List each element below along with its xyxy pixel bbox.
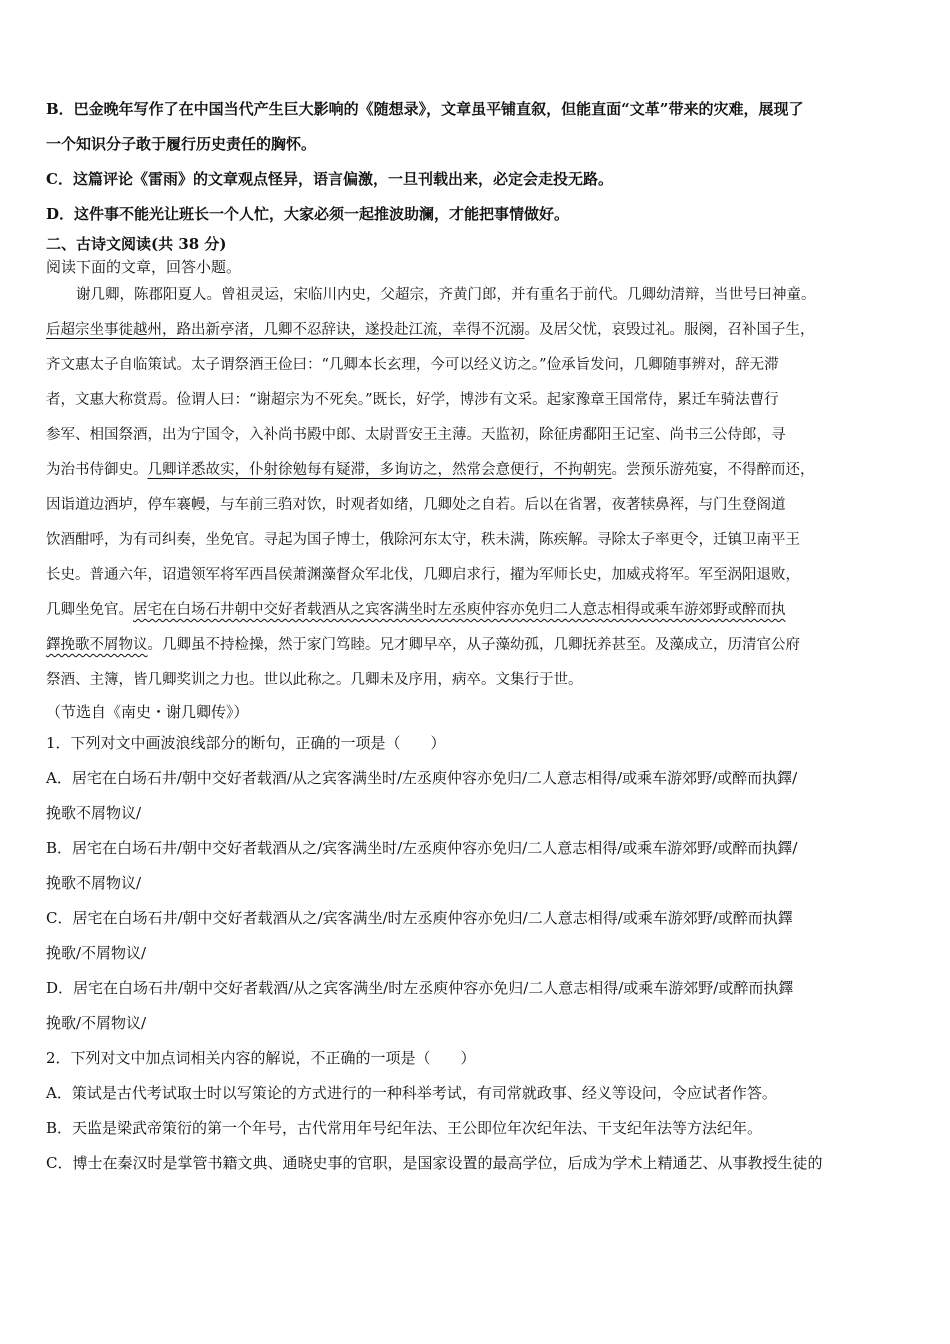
previous-question-options [46,92,910,232]
option-b-line1: B．巴金晚年写作了在中国当代产生巨大影响的《随想录》，文章虽平铺直叙，但能直面“文革”带来的灾难，展现了 [46,100,804,118]
q1-option-d-line1: D．居宅在白场石井/朝中交好者载酒/从之宾客满坐/时左丞庾仲容亦免归/二人意志相得/或乘车游郊野/或醉而执鐸 [46,979,794,997]
q1-option-a-line1: A．居宅在白场石井/朝中交好者载酒/从之宾客满坐时/左丞庾仲容亦免归/二人意志相得/或乘车游郊野/或醉而执鐸/ [46,769,798,787]
option-b-line2: 一个知识分子敢于履行历史责任的胸怀。 [46,135,317,153]
underlined-sentence-2: 几卿详悉故实，仆射徐勉每有疑滞，多询访之，然常会意便行，不拘朝宪 [147,462,612,478]
q1-option-c-line1: C．居宅在白场石井/朝中交好者载酒从之/宾客满坐/时左丞庾仲容亦免归/二人意志相得/或乘车游郊野/或醉而执鐸 [46,909,793,927]
section-title: 二、古诗文阅读(共 38 分) [46,235,227,253]
classical-passage [46,278,910,698]
question-2-stem: 2．下列对文中加点词相关内容的解说，不正确的一项是（ ） [46,1049,476,1067]
passage-line: 谢几卿，陈郡阳夏人。曾祖灵运，宋临川内史，父超宗，齐黄门郎，并有重名于前代。几卿幼清辩，当世号曰神童。 [76,287,816,303]
q1-option-b-line1: B．居宅在白场石井/朝中交好者载酒从之/宾客满坐时/左丞庾仲容亦免归/二人意志相得/或乘车游郊野/或醉而执鐸/ [46,839,798,857]
wavy-underlined-text: 鐸挽歌不屑物议 [46,637,148,653]
passage-line [46,628,910,663]
passage-line [46,313,910,348]
exam-page [46,92,910,1181]
underlined-sentence-1: 后超宗坐事徙越州，路出新亭渚，几卿不忍辞诀，遂投赴江流，幸得不沉溺 [46,322,525,338]
passage-source: （节选自《南史・谢几卿传》） [46,703,249,721]
section-instruction: 阅读下面的文章，回答小题。 [46,258,242,276]
passage-line: 祭酒、主簿，皆几卿奖训之力也。世以此称之。几卿未及序用，病卒。文集行于世。 [46,672,583,688]
question-2 [46,1041,910,1181]
passage-line: 饮酒酣呼，为有司纠奏，坐免官。寻起为国子博士，俄除河东太守，秩未满，陈疾解。寻除太子率更令，迁镇卫南平王 [46,532,800,548]
q1-option-c-line2: 挽歌/不屑物议/ [46,944,147,962]
q1-option-b-line2: 挽歌不屑物议/ [46,874,142,892]
passage-line: 因诣道边酒垆，停车褰幔，与车前三驺对饮，时观者如绪，几卿处之自若。后以在省署，夜著犊鼻裈，与门生登阁道 [46,497,786,513]
passage-line: 长史。普通六年，诏遣领军将军西昌侯萧渊藻督众军北伐，几卿启求行，擢为军师长史，加威戎将军。军至涡阳退败， [46,567,800,583]
passage-text: 为治书侍御史。 [46,462,148,478]
passage-line: 者，文惠大称赏焉。俭谓人曰：“谢超宗为不死矣。”既长，好学，博涉有文采。起家豫章王国常侍，累迁车骑法曹行 [46,392,779,408]
passage-text: 。几卿虽不持检操，然于家门笃睦。兄才卿早卒，从子藻幼孤，几卿抚养甚至。及藻成立，历清官公府 [147,637,800,653]
passage-line [46,593,910,628]
passage-line [46,453,910,488]
passage-line: 参军、相国祭酒，出为宁国令，入补尚书殿中郎、太尉晋安王主薄。天监初，除征虏鄱阳王记室、尚书三公侍郎，寻 [46,427,786,443]
q2-option-a: A．策试是古代考试取士时以写策论的方式进行的一种科举考试，有司常就政事、经义等设问，令应试者作答。 [46,1084,777,1102]
question-1 [46,726,910,1041]
q1-option-d-line2: 挽歌/不屑物议/ [46,1014,147,1032]
passage-text: 。及居父忧，哀毁过礼。服阕，召补国子生， [524,322,815,338]
wavy-underlined-text: 居宅在白场石井朝中交好者载酒从之宾客满坐时左丞庾仲容亦免归二人意志相得或乘车游郊野或醉而执 [133,602,786,618]
q1-option-a-line2: 挽歌不屑物议/ [46,804,142,822]
passage-text: 。尝预乐游苑宴，不得醉而还， [611,462,815,478]
q2-option-b: B．天监是梁武帝策衍的第一个年号，古代常用年号纪年法、王公即位年次纪年法、干支纪年法等方法纪年。 [46,1119,763,1137]
option-c: C．这篇评论《雷雨》的文章观点怪异，语言偏激，一旦刊载出来，必定会走投无路。 [46,170,613,188]
passage-text: 几卿坐免官。 [46,602,133,618]
option-d: D．这件事不能光让班长一个人忙，大家必须一起推波助澜，才能把事情做好。 [46,205,570,223]
passage-line: 齐文惠太子自临策试。太子谓祭酒王俭曰：“几卿本长玄理，今可以经义访之。”俭承旨发问，几卿随事辨对，辞无滞 [46,357,779,373]
q2-option-c: C．博士在秦汉时是掌管书籍文典、通晓史事的官职，是国家设置的最高学位，后成为学术上精通艺、从事教授生徒的 [46,1154,823,1172]
question-1-stem: 1．下列对文中画波浪线部分的断句，正确的一项是（ ） [46,734,446,752]
